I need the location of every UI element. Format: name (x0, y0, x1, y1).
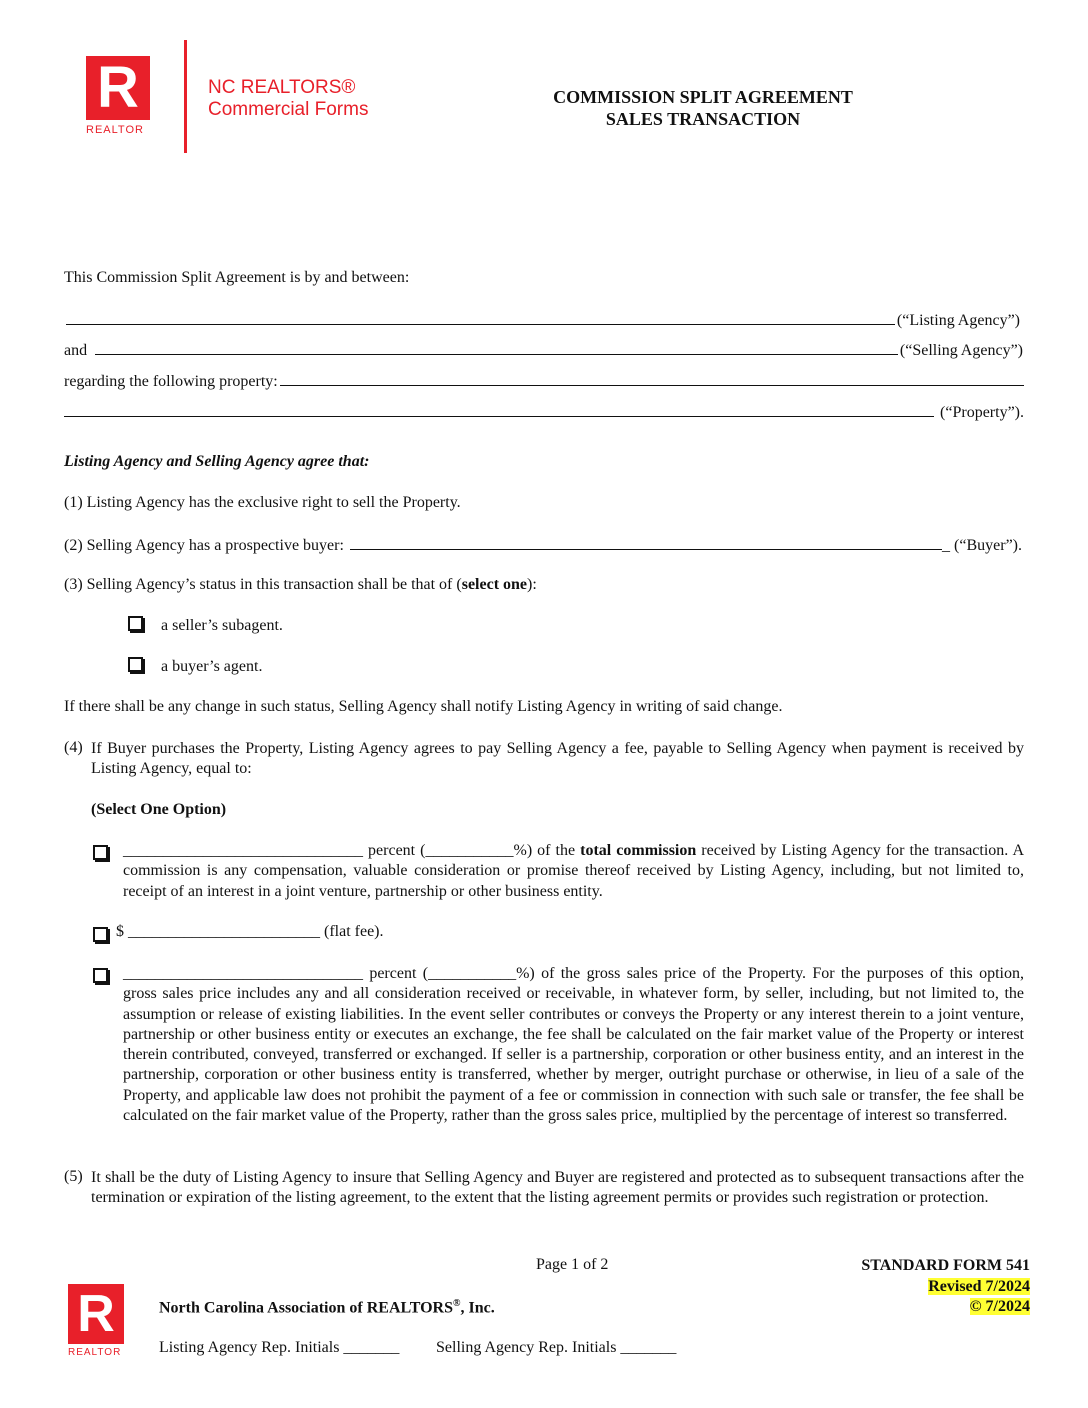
property-line-2 (64, 402, 1024, 422)
selling-initials[interactable]: Selling Agency Rep. Initials _______ (436, 1339, 677, 1356)
select-option-heading: (Select One Option) (91, 801, 227, 818)
subagent-label: a seller’s subagent. (161, 617, 283, 634)
buyer-agent-checkbox[interactable] (128, 657, 143, 672)
flat-fee-label: (flat fee). (320, 923, 384, 940)
item-4-text: If Buyer purchases the Property, Listing Agency agrees to pay Selling Agency a fee, payable to Selling Agency when payment is received by Listing Agency, equal to: (91, 740, 1024, 778)
revised-date: Revised 7/2024 (928, 1277, 1030, 1295)
option-c-blank-2[interactable]: ___________ (428, 965, 517, 982)
and-label: and (64, 342, 88, 359)
buyer-suffix: _ (“Buyer”). (942, 537, 1022, 554)
selling-agency-line (64, 340, 1023, 360)
option-subagent (128, 616, 1088, 635)
listing-agency-line (64, 310, 1020, 330)
realtor-logo (86, 56, 150, 136)
form-info (780, 1256, 1030, 1318)
title-line-1: COMMISSION SPLIT AGREEMENT (553, 87, 853, 107)
brand-name (208, 77, 368, 121)
intro-text: This Commission Split Agreement is by and between: (64, 269, 410, 286)
brand-line-1: NC REALTORS® (208, 77, 356, 98)
listing-initials[interactable]: Listing Agency Rep. Initials _______ (159, 1339, 400, 1356)
property-line (64, 371, 1024, 391)
footer-logo-letter: R (77, 1285, 115, 1343)
option-a-blank-1[interactable]: ______________________________ (123, 842, 363, 859)
option-a-bold: total commission (580, 842, 697, 859)
item-1: (1) Listing Agency has the exclusive right to sell the Property. (64, 494, 461, 511)
item-5-text: It shall be the duty of Listing Agency to insure that Selling Agency and Buyer are registered and protected as to subsequent transactions after the termination or expiration of the listing agreement, to the extent that the listing agreement permits or provides such registration or protection. (91, 1169, 1024, 1207)
header-divider (184, 40, 187, 153)
assoc-suffix: , Inc. (460, 1299, 495, 1317)
option-c-text-2: %) of the gross sales price of the Property. For the purposes of this option, gross sales price includes any and all consideration received or receivable, in whatever form, by seller, including, but not limited to, the assumption or release of existing liabilities. In the event seller contributes or conveys the Property or any interest therein to a joint venture, partnership or other business entity or executes an exchange, the fee shall be calculated on the fair market value of the Property or interest therein contributed, conveyed, transferred or exchanged. If seller is a partnership, corporation or other business entity, and an interest in the partnership, corporation or other business entity is transferred, whether by merger, outright purchase or otherwise, in lieu of a sale of the Property, and applicable law does not prohibit the payment of a fee or commission in connection with such sale or transfer, the fee shall be calculated on the fair market value of the Property, rather than the gross sales price, multiplied by the percentage of interest so transferred. (123, 965, 1025, 1125)
page-number: Page 1 of 2 (536, 1256, 609, 1273)
option-c-checkbox[interactable] (93, 968, 108, 983)
item-3-text: (3) Selling Agency’s status in this transaction shall be that of ( (64, 576, 462, 593)
item-3 (64, 576, 1024, 594)
listing-agency-label: (“Listing Agency”) (896, 312, 1020, 329)
registered-mark: ® (452, 1298, 461, 1309)
document-title (503, 86, 903, 130)
assoc-text: North Carolina Association of REALTORS (159, 1299, 453, 1317)
option-a-checkbox[interactable] (93, 845, 108, 860)
dollar-sign: $ (116, 923, 128, 940)
item-4-number: (4) (64, 739, 83, 756)
option-b-text (116, 923, 1076, 941)
footer-logo-word: REALTOR (68, 1347, 122, 1358)
agree-heading: Listing Agency and Selling Agency agree that: (64, 453, 370, 470)
option-c-blank-1[interactable]: ______________________________ (123, 965, 363, 982)
subagent-checkbox[interactable] (128, 616, 143, 631)
brand-line-2: Commercial Forms (208, 99, 369, 120)
option-c-text-1: percent ( (363, 965, 429, 982)
option-b-checkbox[interactable] (93, 927, 108, 942)
item-5-number: (5) (64, 1168, 83, 1185)
logo-letter: R (97, 55, 139, 120)
option-c-text (123, 964, 1024, 1126)
option-a-text-2: %) of the (513, 842, 581, 859)
property-field-2[interactable] (64, 402, 934, 417)
property-label: regarding the following property: (64, 373, 278, 390)
option-a-text (123, 841, 1024, 902)
footer-realtor-logo (68, 1284, 124, 1358)
logo-word: REALTOR (86, 124, 144, 136)
option-a-text-1: percent ( (363, 842, 426, 859)
flat-fee-blank[interactable]: ________________________ (128, 923, 320, 940)
buyer-agent-label: a buyer’s agent. (161, 658, 263, 675)
buyer-field[interactable] (350, 535, 942, 550)
property-field-1[interactable] (280, 371, 1024, 386)
copyright: © 7/2024 (969, 1298, 1030, 1315)
listing-agency-field[interactable] (66, 310, 895, 325)
change-note: If there shall be any change in such status, Selling Agency shall notify Listing Agency in writing of said change. (64, 698, 783, 715)
item-3-bold: select one (461, 576, 528, 593)
title-line-2: SALES TRANSACTION (605, 109, 801, 129)
option-a-text-3: received by Listing Agency for the transaction. A commission is any compensation, valuable consideration or promise thereof received by Listing Agency, including, but not limited to, receipt of an interest in a joint venture, partnership or other business entity. (123, 842, 1025, 900)
item-3-suffix: ): (527, 576, 537, 593)
buyer-label: (2) Selling Agency has a prospective buyer: (64, 537, 344, 554)
option-a-blank-2[interactable]: ___________ (425, 842, 514, 859)
option-buyer-agent (128, 657, 1088, 676)
property-suffix: (“Property”). (940, 404, 1024, 421)
selling-agency-field[interactable] (95, 340, 898, 355)
selling-agency-label: (“Selling Agency”) (899, 342, 1023, 359)
association-name (159, 1298, 495, 1317)
form-number: STANDARD FORM 541 (861, 1257, 1030, 1274)
item-2 (64, 535, 1022, 555)
